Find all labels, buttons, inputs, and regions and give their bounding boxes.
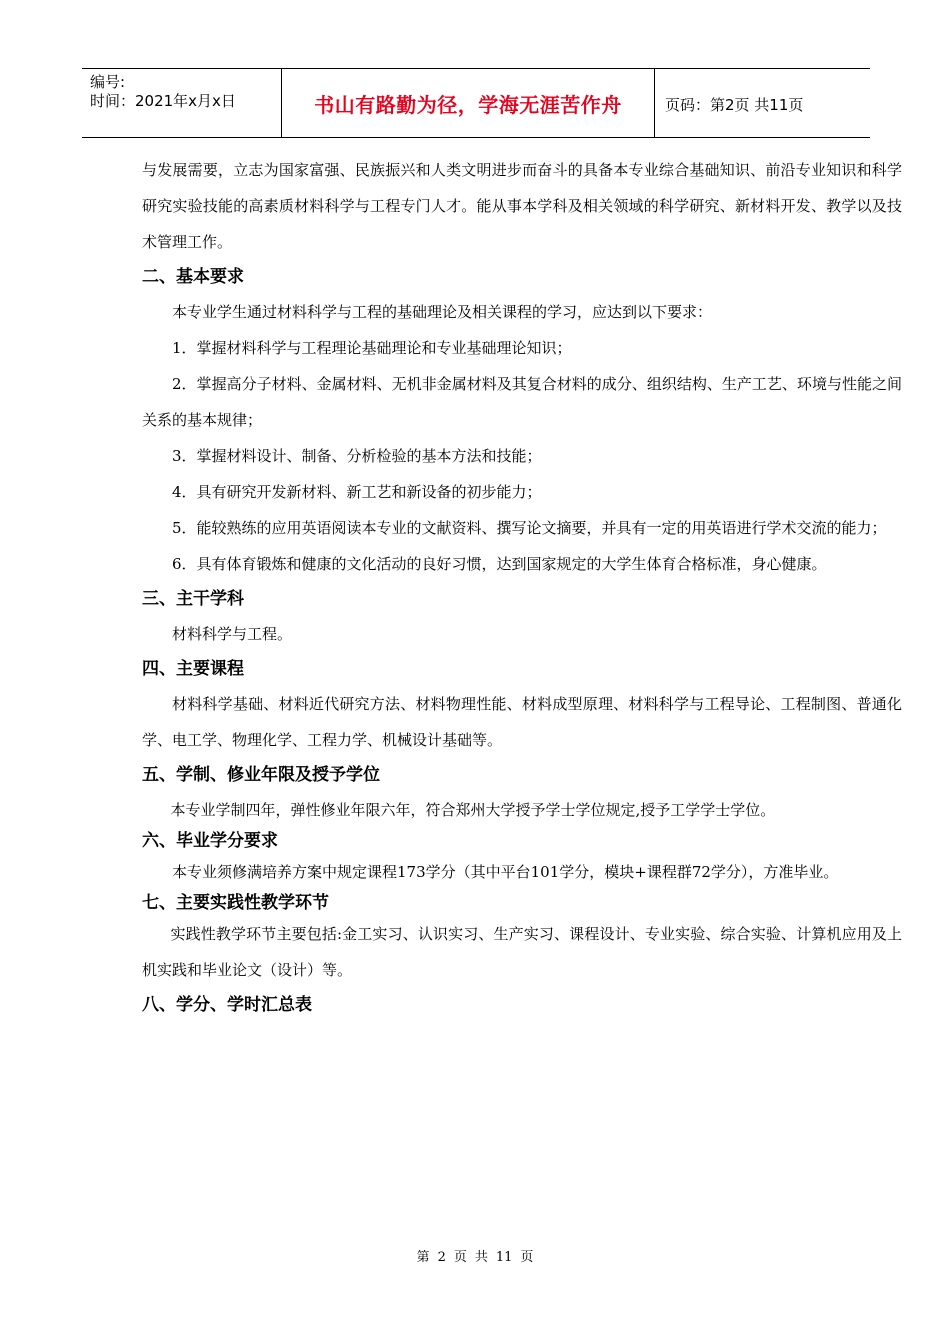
section-text: 材料科学与工程。 (172, 625, 293, 643)
section-heading: 六、毕业学分要求 (142, 831, 278, 851)
page-footer (0, 1246, 950, 1265)
footer-ye: 页 (453, 1250, 467, 1265)
footer-ye: 页 (520, 1250, 534, 1265)
requirement-item: 5．能较熟练的应用英语阅读本专业的文献资料、撰写论文摘要，并具有一定的用英语进行学术交流的能力； (172, 519, 887, 537)
section-heading: 八、学分、学时汇总表 (142, 995, 312, 1015)
footer-page-number: 2 (437, 1250, 446, 1265)
section-text: 本专业学制四年，弹性修业年限六年，符合郑州大学授予学士学位规定,授予工学学士学位。 (170, 801, 776, 819)
section-text: 材料科学基础、材料近代研究方法、材料物理性能、材料成型原理、材料科学与工程导论、工程制图、普通化学、电工学、物理化学、工程力学、机械设计基础等。 (142, 695, 902, 749)
page-header (82, 68, 870, 138)
section-heading: 五、学制、修业年限及授予学位 (142, 765, 380, 785)
section-lead: 本专业学生通过材料科学与工程的基础理论及相关课程的学习，应达到以下要求： (172, 303, 713, 321)
section-heading: 三、主干学科 (142, 589, 244, 609)
document-date: 时间：2021年x月x日 (90, 92, 236, 110)
section-text: 本专业须修满培养方案中规定课程173学分（其中平台101学分，模块+课程群72学分），方准毕业。 (172, 863, 839, 881)
requirement-item: 6．具有体育锻炼和健康的文化活动的良好习惯，达到国家规定的大学生体育合格标准，身心健康。 (172, 555, 827, 573)
header-page-info: 页码：第2页 共11页 (665, 96, 804, 114)
requirement-item: 4．具有研究开发新材料、新工艺和新设备的初步能力； (172, 483, 542, 501)
header-divider (654, 69, 655, 137)
section-text: 实践性教学环节主要包括:金工实习、认识实习、生产实习、课程设计、专业实验、综合实验、计算机应用及上机实践和毕业论文（设计）等。 (142, 925, 902, 979)
document-body (142, 152, 902, 1022)
document-number: 编号: (90, 73, 126, 91)
section-heading: 二、基本要求 (142, 267, 244, 287)
requirement-item: 2．掌握高分子材料、金属材料、无机非金属材料及其复合材料的成分、组织结构、生产工艺、环境与性能之间关系的基本规律； (142, 375, 902, 429)
requirement-item: 1．掌握材料科学与工程理论基础理论和专业基础理论知识； (172, 339, 572, 357)
header-motto: 书山有路勤为径，学海无涯苦作舟 (314, 93, 622, 117)
footer-gong: 共 (474, 1250, 488, 1265)
header-meta (90, 73, 236, 111)
requirement-item: 3．掌握材料设计、制备、分析检验的基本方法和技能； (172, 447, 542, 465)
intro-paragraph: 与发展需要，立志为国家富强、民族振兴和人类文明进步而奋斗的具备本专业综合基础知识、前沿专业知识和科学研究实验技能的高素质材料科学与工程专门人才。能从事本学科及相关领域的科学研究、新材料开发、教学以及技术管理工作。 (142, 161, 902, 251)
footer-total-pages: 11 (495, 1250, 513, 1265)
section-heading: 七、主要实践性教学环节 (142, 893, 329, 913)
footer-di: 第 (416, 1250, 430, 1265)
section-heading: 四、主要课程 (142, 659, 244, 679)
